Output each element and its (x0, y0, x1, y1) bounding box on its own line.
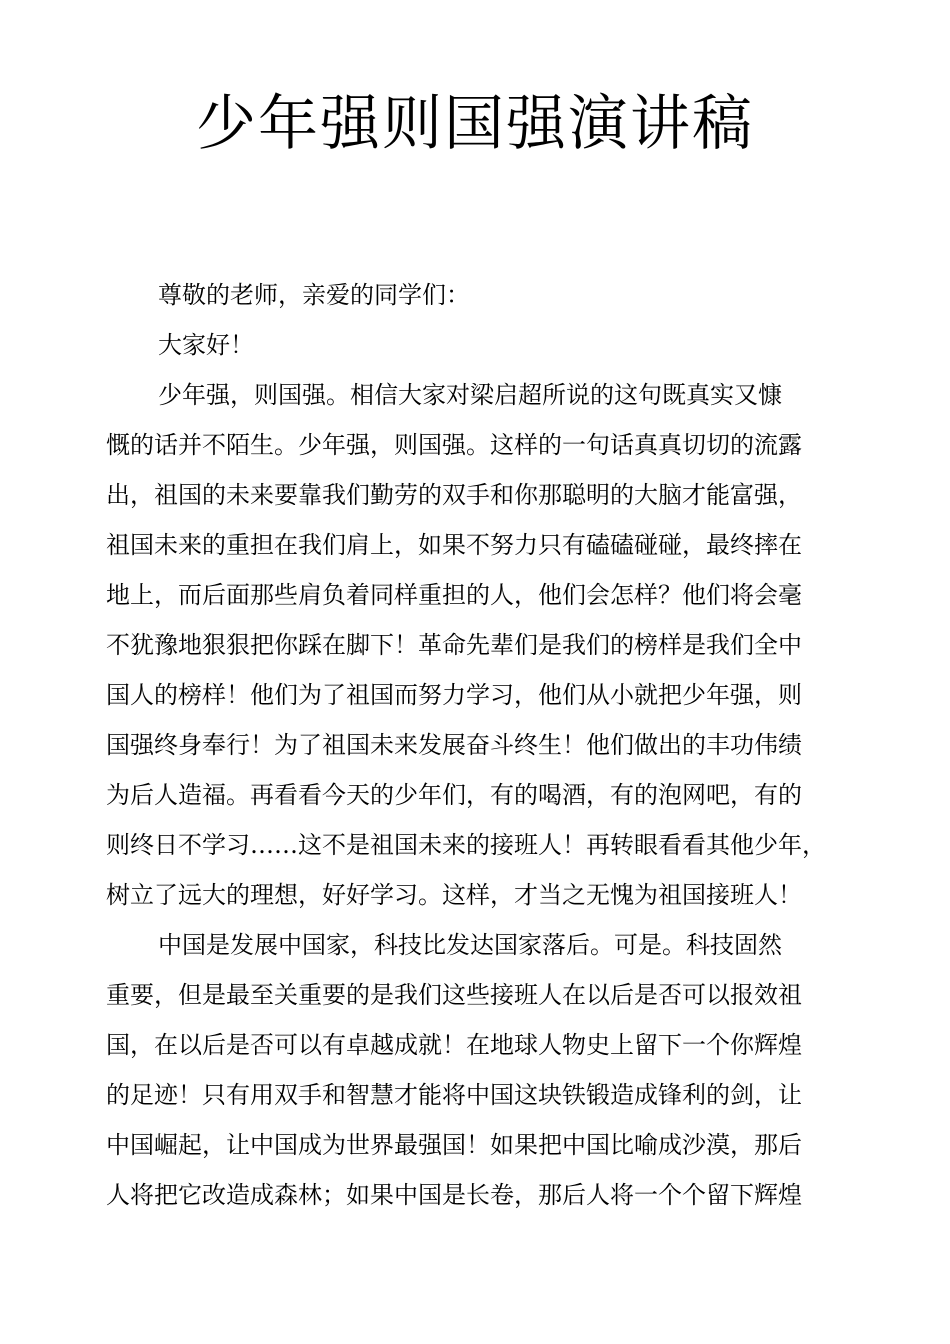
text-line: 祖国未来的重担在我们肩上，如果不努力只有磕磕碰碰，最终摔在 (106, 531, 802, 559)
text-line: 少年强，则国强。相信大家对梁启超所说的这句既真实又慷 (158, 381, 782, 409)
text-line: 则终日不学习……这不是祖国未来的接班人！再转眼看看其他少年， (106, 831, 826, 859)
text-line: 中国崛起，让中国成为世界最强国！如果把中国比喻成沙漠，那后 (106, 1131, 802, 1159)
text-line: 树立了远大的理想，好好学习。这样，才当之无愧为祖国接班人！ (106, 881, 802, 909)
text-line: 国，在以后是否可以有卓越成就！在地球人物史上留下一个你辉煌 (106, 1031, 802, 1059)
text-line: 出，祖国的未来要靠我们勤劳的双手和你那聪明的大脑才能富强， (106, 481, 802, 509)
text-line: 人将把它改造成森林；如果中国是长卷，那后人将一个个留下辉煌 (106, 1181, 802, 1209)
text-line: 地上，而后面那些肩负着同样重担的人，他们会怎样？他们将会毫 (106, 581, 802, 609)
speech-body (106, 270, 856, 1220)
text-line: 重要，但是最至关重要的是我们这些接班人在以后是否可以报效祖 (106, 981, 802, 1009)
page-title: 少年强则国强演讲稿 (196, 89, 754, 159)
text-line: 为后人造福。再看看今天的少年们，有的喝酒，有的泡网吧，有的 (106, 781, 802, 809)
text-line: 中国是发展中国家，科技比发达国家落后。可是。科技固然 (158, 931, 782, 959)
text-line: 国人的榜样！他们为了祖国而努力学习，他们从小就把少年强，则 (106, 681, 802, 709)
text-line: 国强终身奉行！为了祖国未来发展奋斗终生！他们做出的丰功伟绩 (106, 731, 802, 759)
text-line: 大家好！ (158, 331, 254, 359)
text-line: 的足迹！只有用双手和智慧才能将中国这块铁锻造成锋利的剑，让 (106, 1081, 802, 1109)
text-line: 慨的话并不陌生。少年强，则国强。这样的一句话真真切切的流露 (106, 431, 802, 459)
text-line: 尊敬的老师，亲爱的同学们： (158, 281, 470, 309)
text-line: 不犹豫地狠狠把你踩在脚下！革命先辈们是我们的榜样是我们全中 (106, 631, 802, 659)
